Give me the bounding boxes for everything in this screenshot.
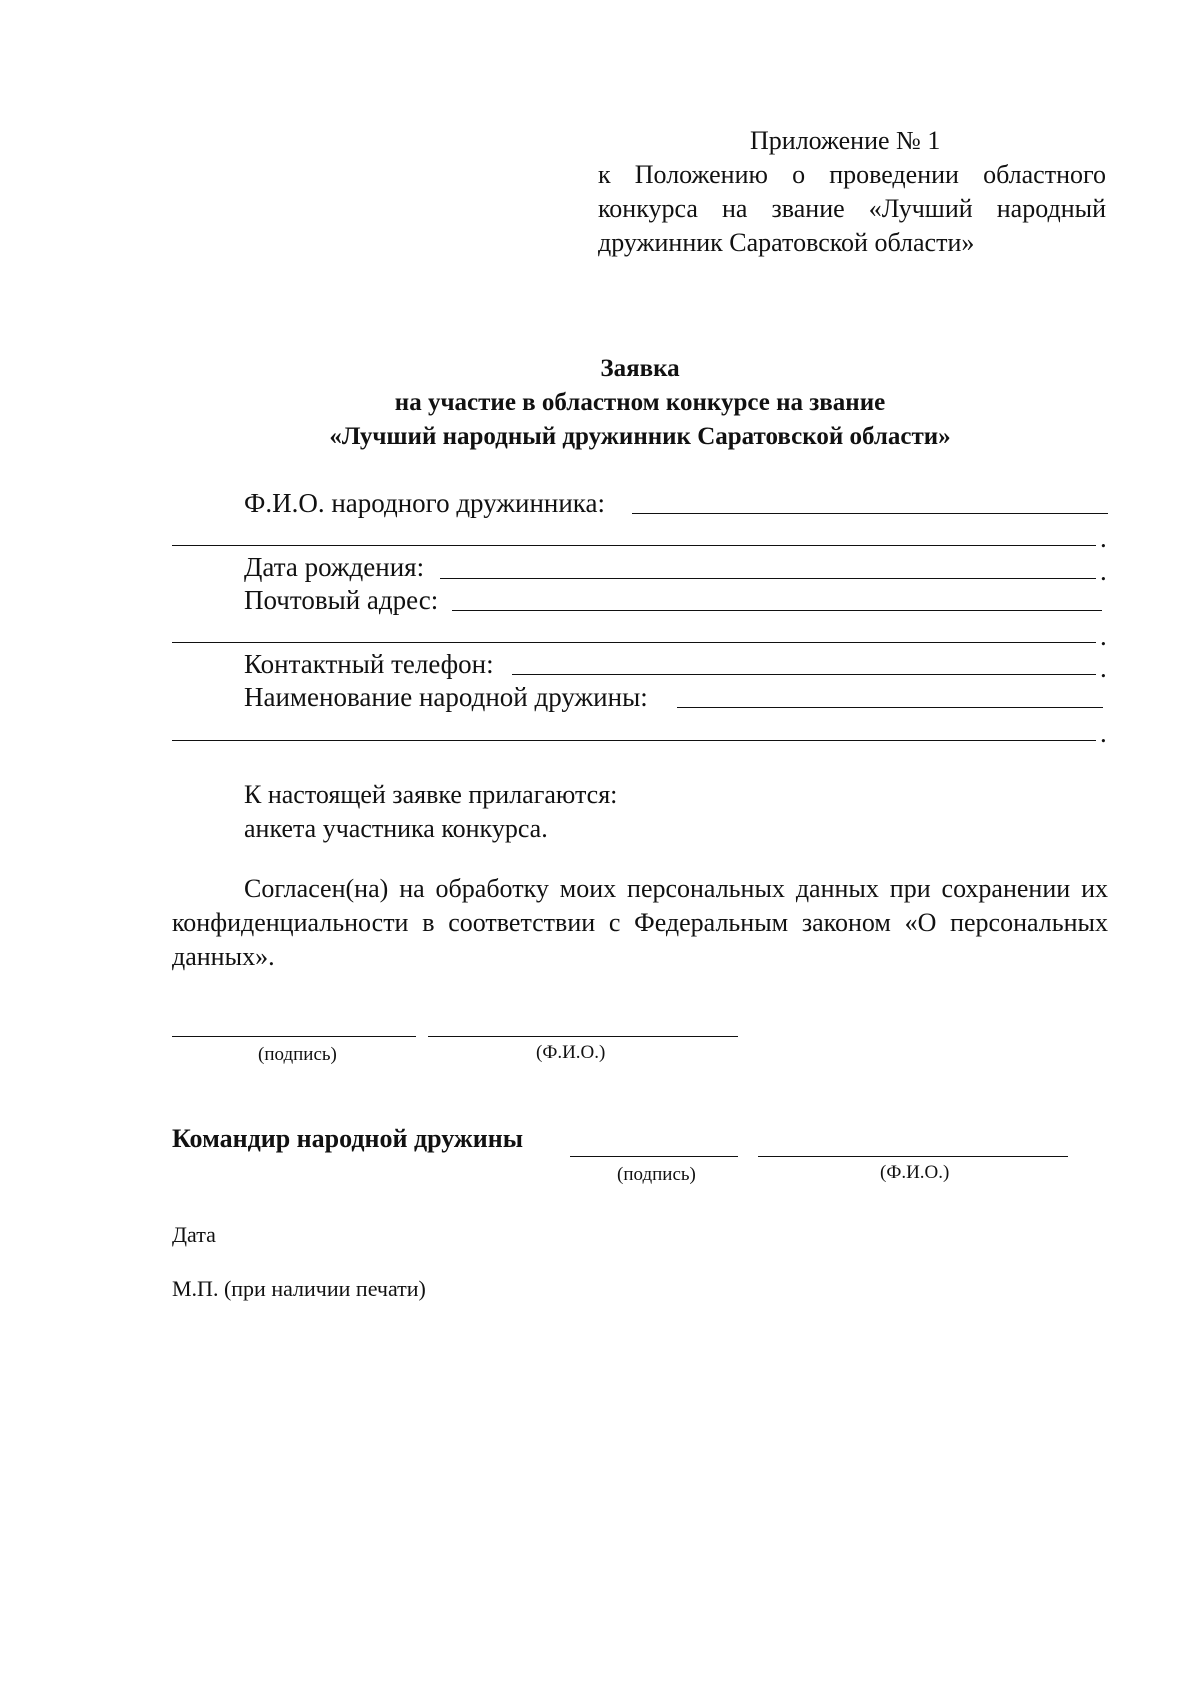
commander-fio-line[interactable] xyxy=(758,1156,1068,1157)
address-label: Почтовый адрес: xyxy=(244,585,439,615)
squad-name-period: . xyxy=(1100,718,1107,748)
fio-field[interactable] xyxy=(632,513,1108,514)
phone-period: . xyxy=(1100,653,1107,683)
squad-name-field[interactable] xyxy=(677,707,1103,708)
commander-label: Командир народной дружины xyxy=(172,1124,524,1153)
appendix-number: Приложение № 1 xyxy=(750,126,941,155)
appendix-text: к Положению о проведении областного конкурса на звание «Лучший народный дружинник Саратовской области» xyxy=(598,160,1106,257)
consent-paragraph: Согласен(на) на обработку моих персональных данных при сохранении их конфиденциальности в соответствии с Федеральным законом «О персональных данных». xyxy=(172,874,1108,971)
address-period: . xyxy=(1100,621,1107,651)
attachments-heading: К настоящей заявке прилагаются: xyxy=(244,780,618,809)
phone-field[interactable] xyxy=(512,674,1096,675)
attachments-item: анкета участника конкурса. xyxy=(244,814,548,843)
stamp-label: М.П. (при наличии печати) xyxy=(172,1276,426,1301)
fio-period: . xyxy=(1100,523,1107,553)
squad-name-label: Наименование народной дружины: xyxy=(244,682,648,712)
phone-label: Контактный телефон: xyxy=(244,649,494,679)
birth-date-field[interactable] xyxy=(440,578,1096,579)
title-line-3: «Лучший народный дружинник Саратовской области» xyxy=(329,423,951,450)
fio-label: Ф.И.О. народного дружинника: xyxy=(244,488,605,518)
birth-date-label: Дата рождения: xyxy=(244,552,425,582)
commander-fio-caption: (Ф.И.О.) xyxy=(880,1162,950,1183)
applicant-signature-caption: (подпись) xyxy=(258,1044,337,1065)
birth-date-period: . xyxy=(1100,556,1107,586)
title-line-2: на участие в областном конкурсе на звание xyxy=(394,389,886,416)
applicant-fio-line[interactable] xyxy=(428,1036,738,1037)
applicant-signature-line[interactable] xyxy=(172,1036,416,1037)
commander-signature-line[interactable] xyxy=(570,1156,738,1157)
date-label: Дата xyxy=(172,1222,216,1247)
commander-signature-caption: (подпись) xyxy=(617,1164,696,1185)
address-field[interactable] xyxy=(452,610,1102,611)
title-line-1: Заявка xyxy=(600,355,680,382)
squad-name-field-continuation[interactable] xyxy=(172,740,1096,741)
document-title xyxy=(0,352,1200,454)
address-field-continuation[interactable] xyxy=(172,642,1096,643)
applicant-fio-caption: (Ф.И.О.) xyxy=(536,1042,606,1063)
fio-field-continuation[interactable] xyxy=(172,545,1096,546)
